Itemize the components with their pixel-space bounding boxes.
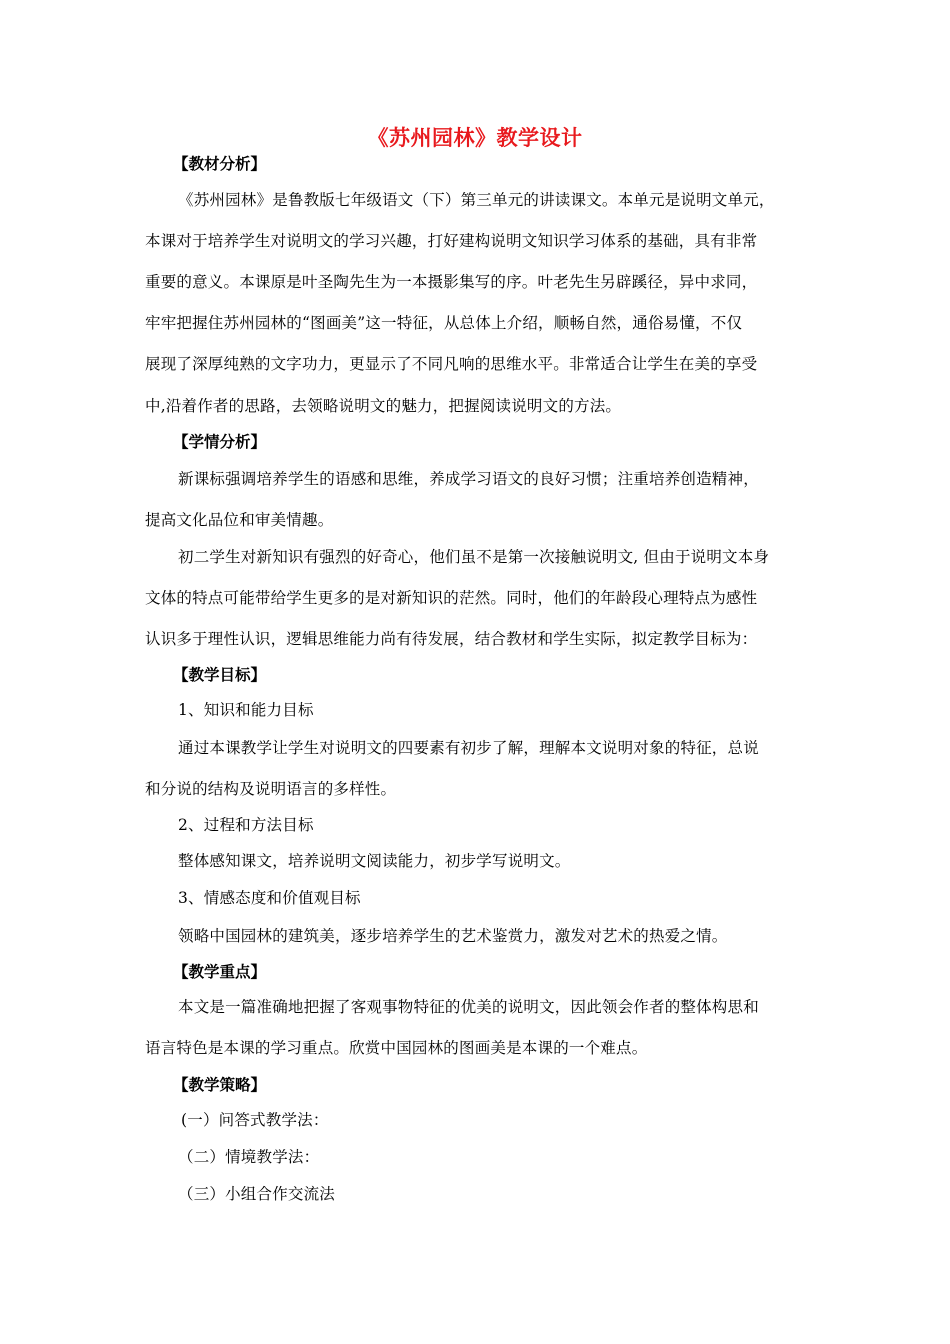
section-heading-teaching-strategy: 【教学策略】 [173, 1075, 267, 1094]
section-heading-teaching-goals: 【教学目标】 [173, 665, 267, 684]
paragraph-line: 牢牢把握住苏州园林的“图画美”这一特征，从总体上介绍，顺畅自然，通俗易懂，不仅 [145, 314, 743, 332]
goal-item: 2、过程和方法目标 [178, 816, 314, 834]
section-heading-student-analysis: 【学情分析】 [173, 432, 267, 451]
goal-item: 整体感知课文，培养说明文阅读能力，初步学写说明文。 [178, 852, 571, 870]
goal-item: 通过本课教学让学生对说明文的四要素有初步了解，理解本文说明对象的特征，总说 [178, 739, 759, 757]
paragraph-line: 语言特色是本课的学习重点。欣赏中国园林的图画美是本课的一个难点。 [145, 1039, 648, 1057]
paragraph-line: 本文是一篇准确地把握了客观事物特征的优美的说明文，因此领会作者的整体构思和 [178, 998, 759, 1016]
paragraph-line: 新课标强调培养学生的语感和思维，养成学习语文的良好习惯；注重培养创造精神， [178, 470, 759, 488]
strategy-item: （二）情境教学法： [178, 1148, 320, 1166]
goal-item: 领略中国园林的建筑美，逐步培养学生的艺术鉴赏力，激发对艺术的热爱之情。 [178, 927, 728, 945]
paragraph-line: 文体的特点可能带给学生更多的是对新知识的茫然。同时，他们的年龄段心理特点为感性 [145, 589, 758, 607]
goal-item: 和分说的结构及说明语言的多样性。 [145, 780, 397, 798]
paragraph-line: 本课对于培养学生对说明文的学习兴趣，打好建构说明文知识学习体系的基础，具有非常 [145, 232, 758, 250]
section-heading-key-points: 【教学重点】 [173, 962, 267, 981]
goal-item: 1、知识和能力目标 [178, 701, 314, 719]
section-heading-textbook-analysis: 【教材分析】 [173, 154, 267, 173]
goal-item: 3、情感态度和价值观目标 [178, 889, 361, 907]
paragraph-line: 重要的意义。本课原是叶圣陶先生为一本摄影集写的序。叶老先生另辟蹊径，异中求同， [145, 273, 758, 291]
document-title: 《苏州园林》教学设计 [367, 125, 583, 150]
paragraph-line: 初二学生对新知识有强烈的好奇心，他们虽不是第一次接触说明文, 但由于说明文本身 [178, 548, 770, 566]
paragraph-line: 中,沿着作者的思路，去领略说明文的魅力，把握阅读说明文的方法。 [145, 397, 622, 415]
paragraph-line: 认识多于理性认识，逻辑思维能力尚有待发展，结合教材和学生实际，拟定教学目标为： [145, 630, 758, 648]
paragraph-line: 展现了深厚纯熟的文字功力，更显示了不同凡响的思维水平。非常适合让学生在美的享受 [145, 355, 758, 373]
paragraph-line: 《苏州园林》是鲁教版七年级语文（下）第三单元的讲读课文。本单元是说明文单元， [178, 191, 775, 209]
strategy-item: (一）问答式教学法： [181, 1111, 329, 1129]
strategy-item: （三）小组合作交流法 [178, 1185, 336, 1203]
paragraph-line: 提高文化品位和审美情趣。 [145, 511, 334, 529]
